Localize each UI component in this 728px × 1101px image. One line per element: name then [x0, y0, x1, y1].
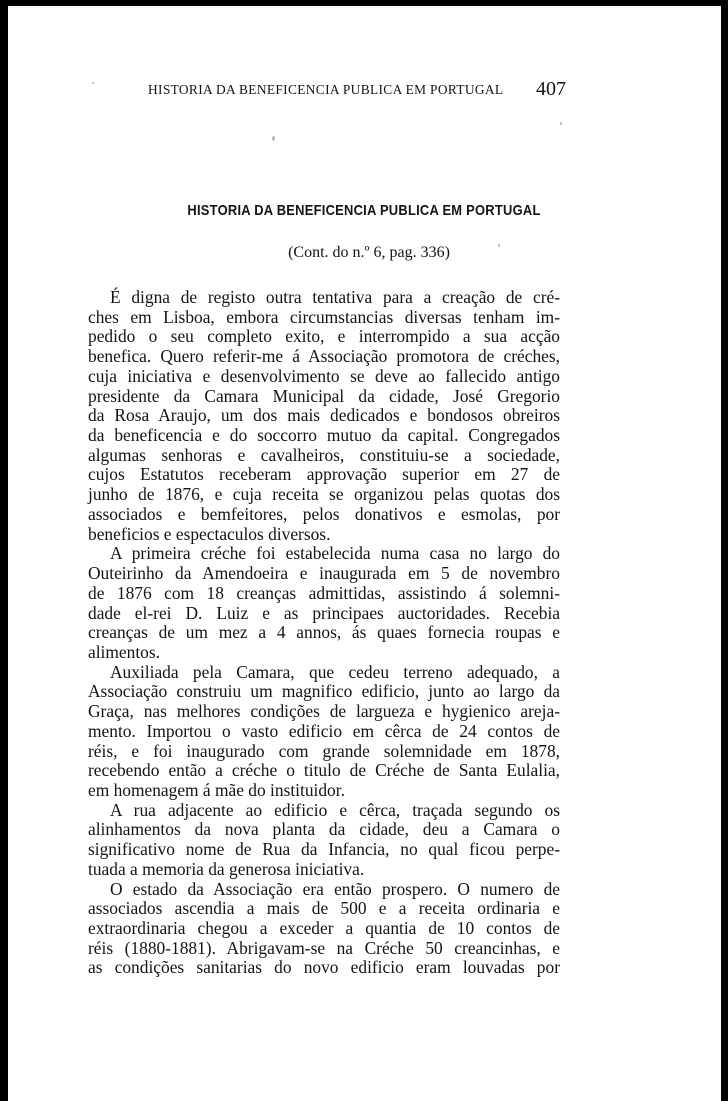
page-number: 407: [536, 78, 566, 100]
text-line: O estado da Associação era então prospero. O numero de: [110, 878, 560, 899]
text-line: A primeira créche foi estabelecida numa casa no largo do: [110, 543, 560, 564]
text-line: significativo nome de Rua da Infancia, no qual ficou perpe-: [88, 839, 560, 860]
ink-speck: [560, 122, 562, 125]
running-title: HISTORIA DA BENEFICENCIA PUBLICA EM PORTUGAL: [148, 82, 504, 97]
text-line: extraordinaria chegou a exceder a quantia de 10 contos de: [88, 918, 560, 938]
text-line: Outeirinho da Amendoeira e inaugurada em 5 de novembro: [88, 563, 560, 584]
scan-border-left: [0, 0, 8, 1101]
text-line: da beneficencia e do soccorro mutuo da capital. Congregados: [88, 425, 560, 446]
text-line: creanças de um mez a 4 annos, ás quaes fornecia roupas e: [88, 622, 560, 643]
text-line: dade el-rei D. Luiz e as principaes auctoridades. Recebia: [88, 602, 560, 623]
text-line: ches em Lisboa, embora circumstancias diversas tenham im-: [88, 306, 560, 327]
article-title: HISTORIA DA BENEFICENCIA PUBLICA EM PORTUGAL: [187, 202, 541, 219]
text-line: mento. Importou o vasto edificio em cêrca de 24 contos de: [88, 720, 560, 741]
text-line: cuja iniciativa e desenvolvimento se deve ao fallecido antigo: [88, 365, 560, 386]
ink-speck: [92, 82, 94, 84]
text-line: da Rosa Araujo, um dos mais dedicados e bondosos obreiros: [88, 405, 560, 426]
text-line: alimentos.: [88, 641, 160, 662]
text-line: Graça, nas melhores condições de largueza e hygienico areja-: [88, 701, 560, 722]
text-line: beneficios e espectaculos diversos.: [88, 523, 331, 544]
text-line: É digna de registo outra tentativa para a creação de cré-: [110, 287, 560, 307]
text-line: Auxiliada pela Camara, que cedeu terreno adequado, a: [110, 661, 560, 682]
text-line: A rua adjacente ao edificio e cêrca, traçada segundo os: [110, 799, 560, 820]
text-line: associados e bemfeitores, pelos donativos e esmolas, por: [88, 503, 560, 524]
scan-border-right: [721, 0, 728, 1101]
text-line: em homenagem á mãe do instituidor.: [88, 779, 345, 800]
text-line: pedido o seu completo exito, e interrompido a sua acção: [88, 326, 560, 347]
article-subtitle: (Cont. do n.º 6, pag. 336): [288, 244, 450, 261]
running-header: [140, 80, 570, 100]
text-line: réis (1880-1881). Abrigavam-se na Créche 50 creancinhas, e: [88, 937, 560, 958]
article-body: [88, 288, 560, 978]
text-line: cujos Estatutos receberam approvação superior em 27 de: [88, 464, 560, 485]
text-line: recebendo então a créche o titulo de Créche de Santa Eulalia,: [88, 760, 560, 781]
text-line: réis, e foi inaugurado com grande solemnidade em 1878,: [88, 740, 560, 761]
ink-speck: [272, 136, 275, 141]
text-line: as condições sanitarias do novo edificio eram louvadas por: [88, 957, 560, 978]
text-line: presidente da Camara Municipal da cidade, José Gregorio: [88, 385, 560, 406]
text-line: associados ascendia a mais de 500 e a receita ordinaria e: [88, 898, 560, 919]
text-line: benefica. Quero referir-me á Associação promotora de créches,: [88, 346, 560, 367]
text-line: tuada a memoria da generosa iniciativa.: [88, 858, 365, 879]
text-line: de 1876 com 18 creanças admittidas, assistindo á solemni-: [88, 582, 560, 603]
text-line: Associação construiu um magnifico edificio, junto ao largo da: [88, 681, 560, 702]
text-line: junho de 1876, e cuja receita se organizou pelas quotas dos: [88, 484, 560, 505]
text-line: alinhamentos da nova planta da cidade, deu a Camara o: [88, 819, 560, 840]
text-line: algumas senhoras e cavalheiros, constituiu-se a sociedade,: [88, 444, 560, 465]
